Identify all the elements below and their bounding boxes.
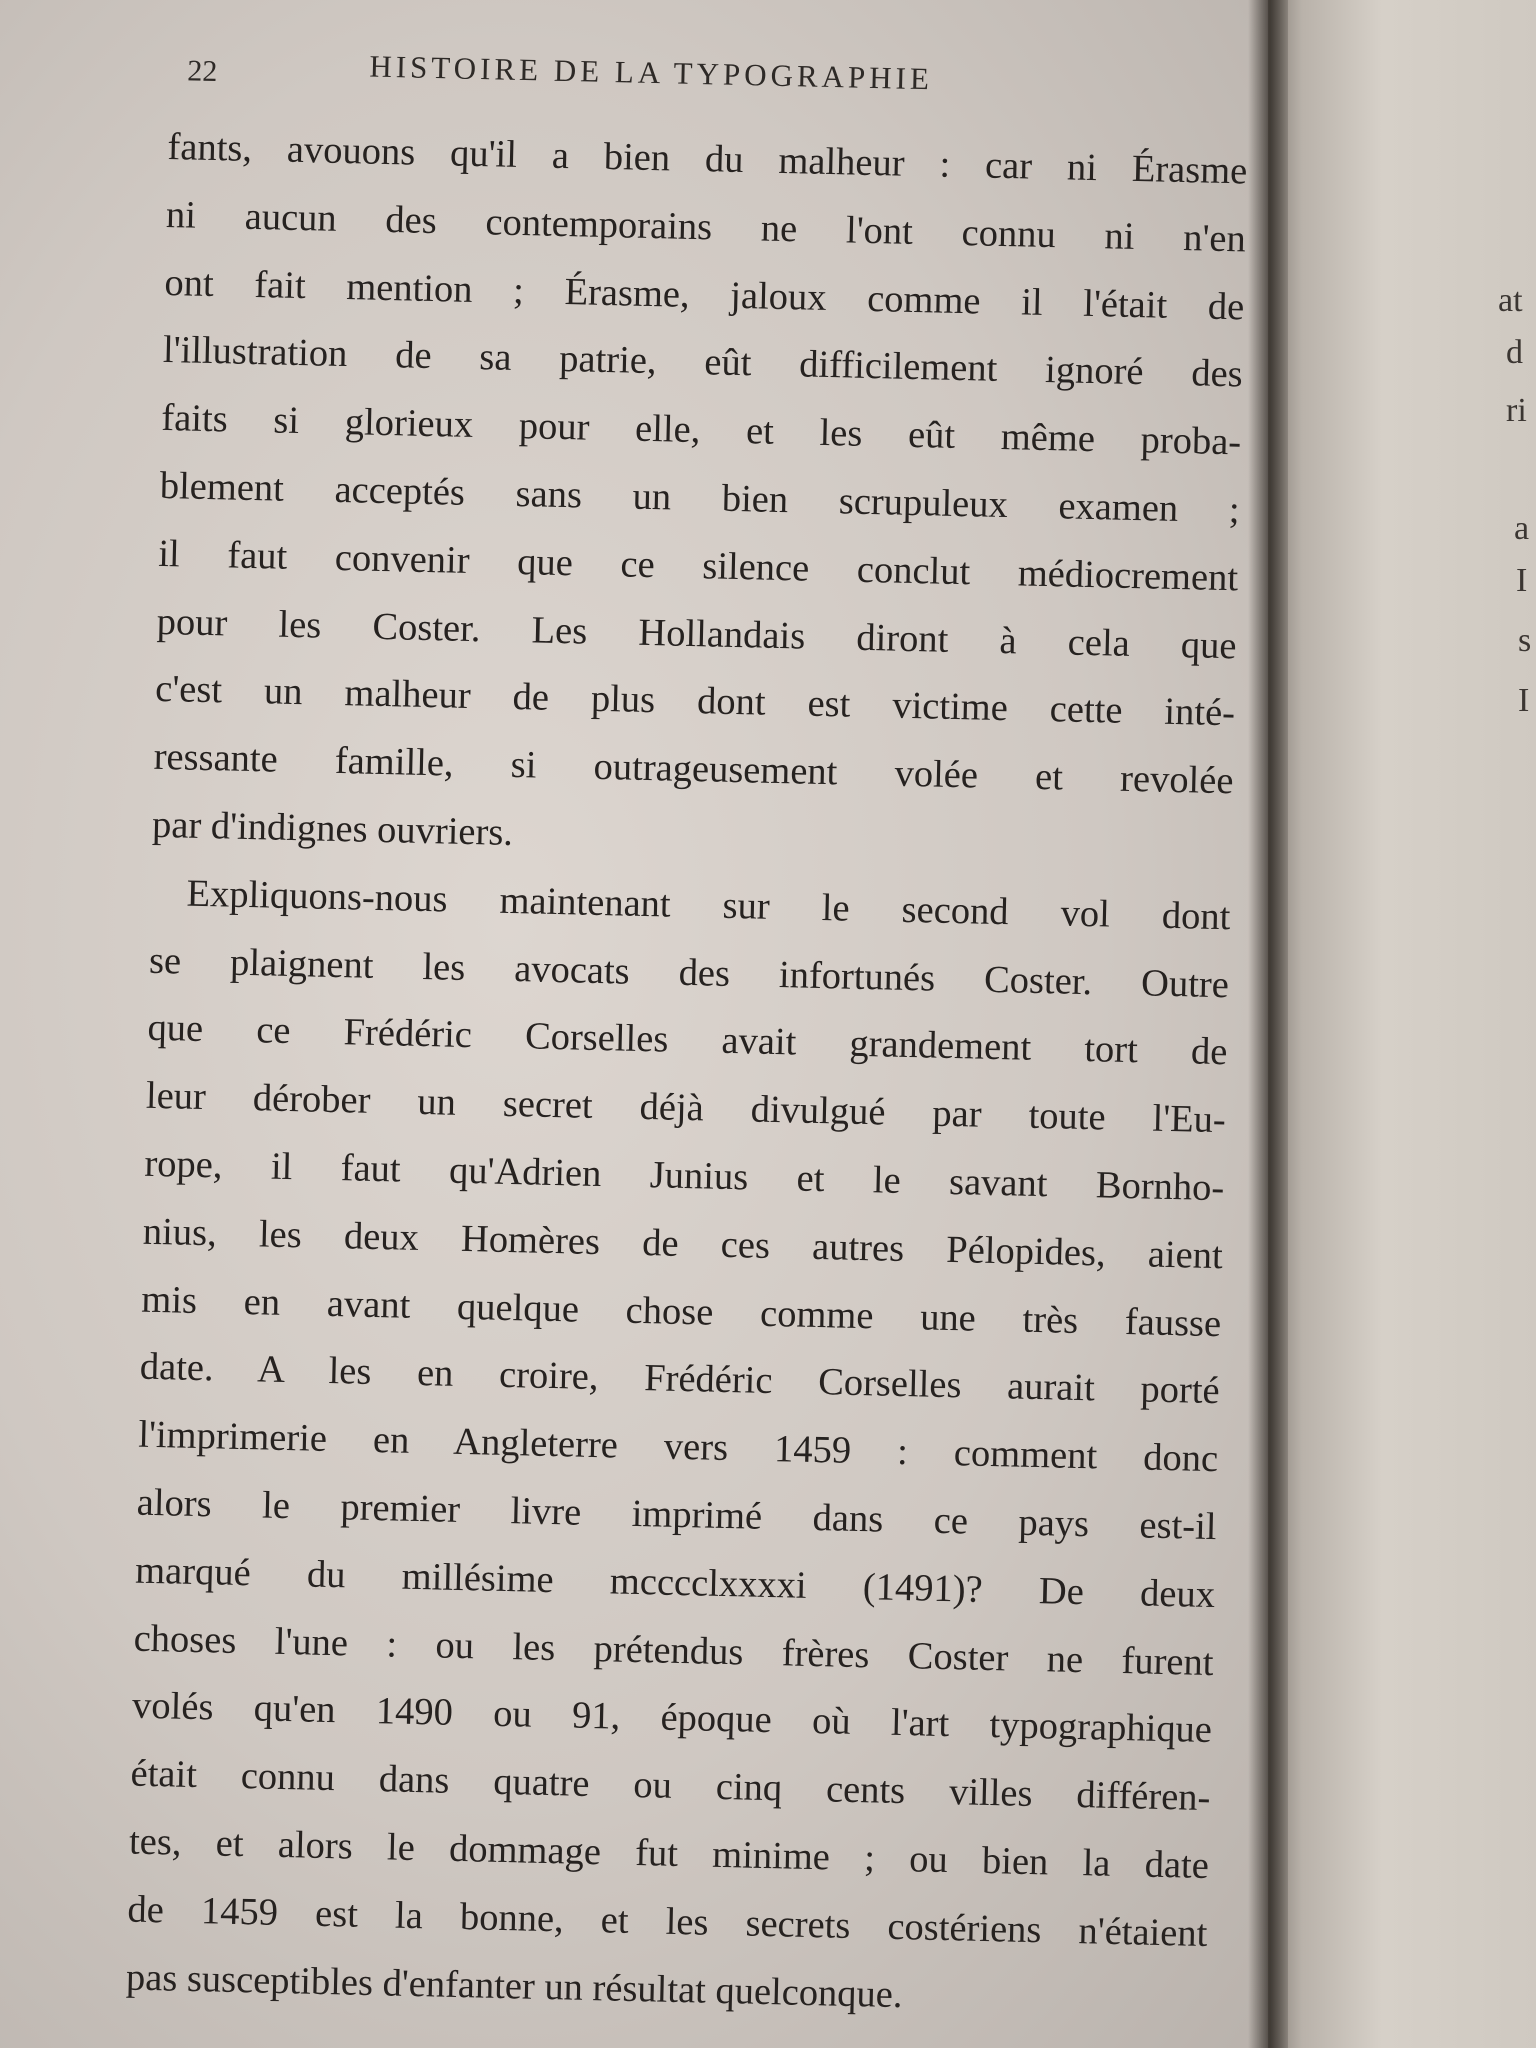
text-line: c'est un malheur de plus dont est victime cette inté- bbox=[154, 668, 1236, 735]
text-line: blement acceptés sans un bien scrupuleux examen ; bbox=[159, 464, 1241, 532]
text-line: Expliquons-nous maintenant sur le second vol dont bbox=[186, 872, 1231, 939]
text-line: ressante famille, si outrageusement volée et revolée bbox=[153, 735, 1234, 803]
paragraph-1 bbox=[151, 114, 1248, 884]
facing-page bbox=[1262, 0, 1536, 2048]
text-line: leur dérober un secret déjà divulgué par toute l'Eu- bbox=[145, 1074, 1227, 1142]
page-number: 22 bbox=[186, 54, 218, 89]
text-line: volés qu'en 1490 ou 91, époque où l'art typographique bbox=[131, 1684, 1213, 1752]
text-line: l'illustration de sa patrie, eût difficilement ignoré des bbox=[162, 329, 1244, 396]
text-line: se plaignent les avocats des infortunés Coster. Outre bbox=[148, 939, 1230, 1006]
facing-page-fragment: at bbox=[1498, 282, 1523, 319]
text-line: ont fait mention ; Érasme, jaloux comme il l'était de bbox=[164, 261, 1245, 329]
text-line: il faut convenir que ce silence conclut médiocrement bbox=[157, 532, 1239, 600]
text-line: alors le premier livre imprimé dans ce pays est-il bbox=[136, 1481, 1218, 1549]
paragraph-2 bbox=[125, 860, 1231, 2037]
facing-page-fragment: I bbox=[1518, 682, 1530, 719]
text-line: date. A les en croire, Frédéric Corselles aurait porté bbox=[139, 1346, 1221, 1413]
text-line: choses l'une : ou les prétendus frères Coster ne furent bbox=[133, 1617, 1214, 1684]
text-line: ni aucun des contemporains ne l'ont connu ni n'en bbox=[165, 193, 1247, 261]
text-line: nius, les deux Homères de ces autres Pélopides, aient bbox=[142, 1210, 1224, 1277]
text-line: mis en avant quelque chose comme une très fausse bbox=[140, 1278, 1222, 1345]
text-line: par d'indignes ouvriers. bbox=[151, 803, 514, 854]
book-gutter-shadow bbox=[1248, 0, 1288, 2048]
body-text bbox=[125, 114, 1248, 2036]
text-line: tes, et alors le dommage fut minime ; ou bien la date bbox=[128, 1820, 1210, 1887]
text-line: faits si glorieux pour elle, et les eût même proba- bbox=[160, 397, 1242, 464]
facing-page-fragment: I bbox=[1516, 562, 1528, 599]
page-content bbox=[125, 40, 1249, 2036]
text-line: que ce Frédéric Corselles avait grandement tort de bbox=[147, 1007, 1228, 1074]
text-line: pour les Coster. Les Hollandais diront à cela que bbox=[156, 600, 1238, 667]
running-head bbox=[169, 40, 1250, 124]
facing-page-fragment: a bbox=[1514, 510, 1530, 547]
running-title: HISTOIRE DE LA TYPOGRAPHIE bbox=[369, 48, 934, 97]
text-line: rope, il faut qu'Adrien Junius et le savant Bornho- bbox=[144, 1142, 1225, 1210]
text-line: l'imprimerie en Angleterre vers 1459 : comment donc bbox=[137, 1413, 1219, 1481]
facing-page-fragment: s bbox=[1518, 622, 1532, 659]
text-line: fants, avouons qu'il a bien du malheur : car ni Érasme bbox=[167, 125, 1248, 193]
facing-page-fragment: d bbox=[1506, 334, 1523, 371]
facing-page-fragment: ri bbox=[1506, 392, 1527, 429]
text-line: pas susceptibles d'enfanter un résultat quelconque. bbox=[125, 1956, 904, 2016]
text-line: était connu dans quatre ou cinq cents villes différen- bbox=[130, 1752, 1211, 1820]
text-line: de 1459 est la bonne, et les secrets costériens n'étaient bbox=[127, 1888, 1208, 1955]
text-line: marqué du millésime mcccclxxxxi (1491)? De deux bbox=[134, 1549, 1216, 1616]
